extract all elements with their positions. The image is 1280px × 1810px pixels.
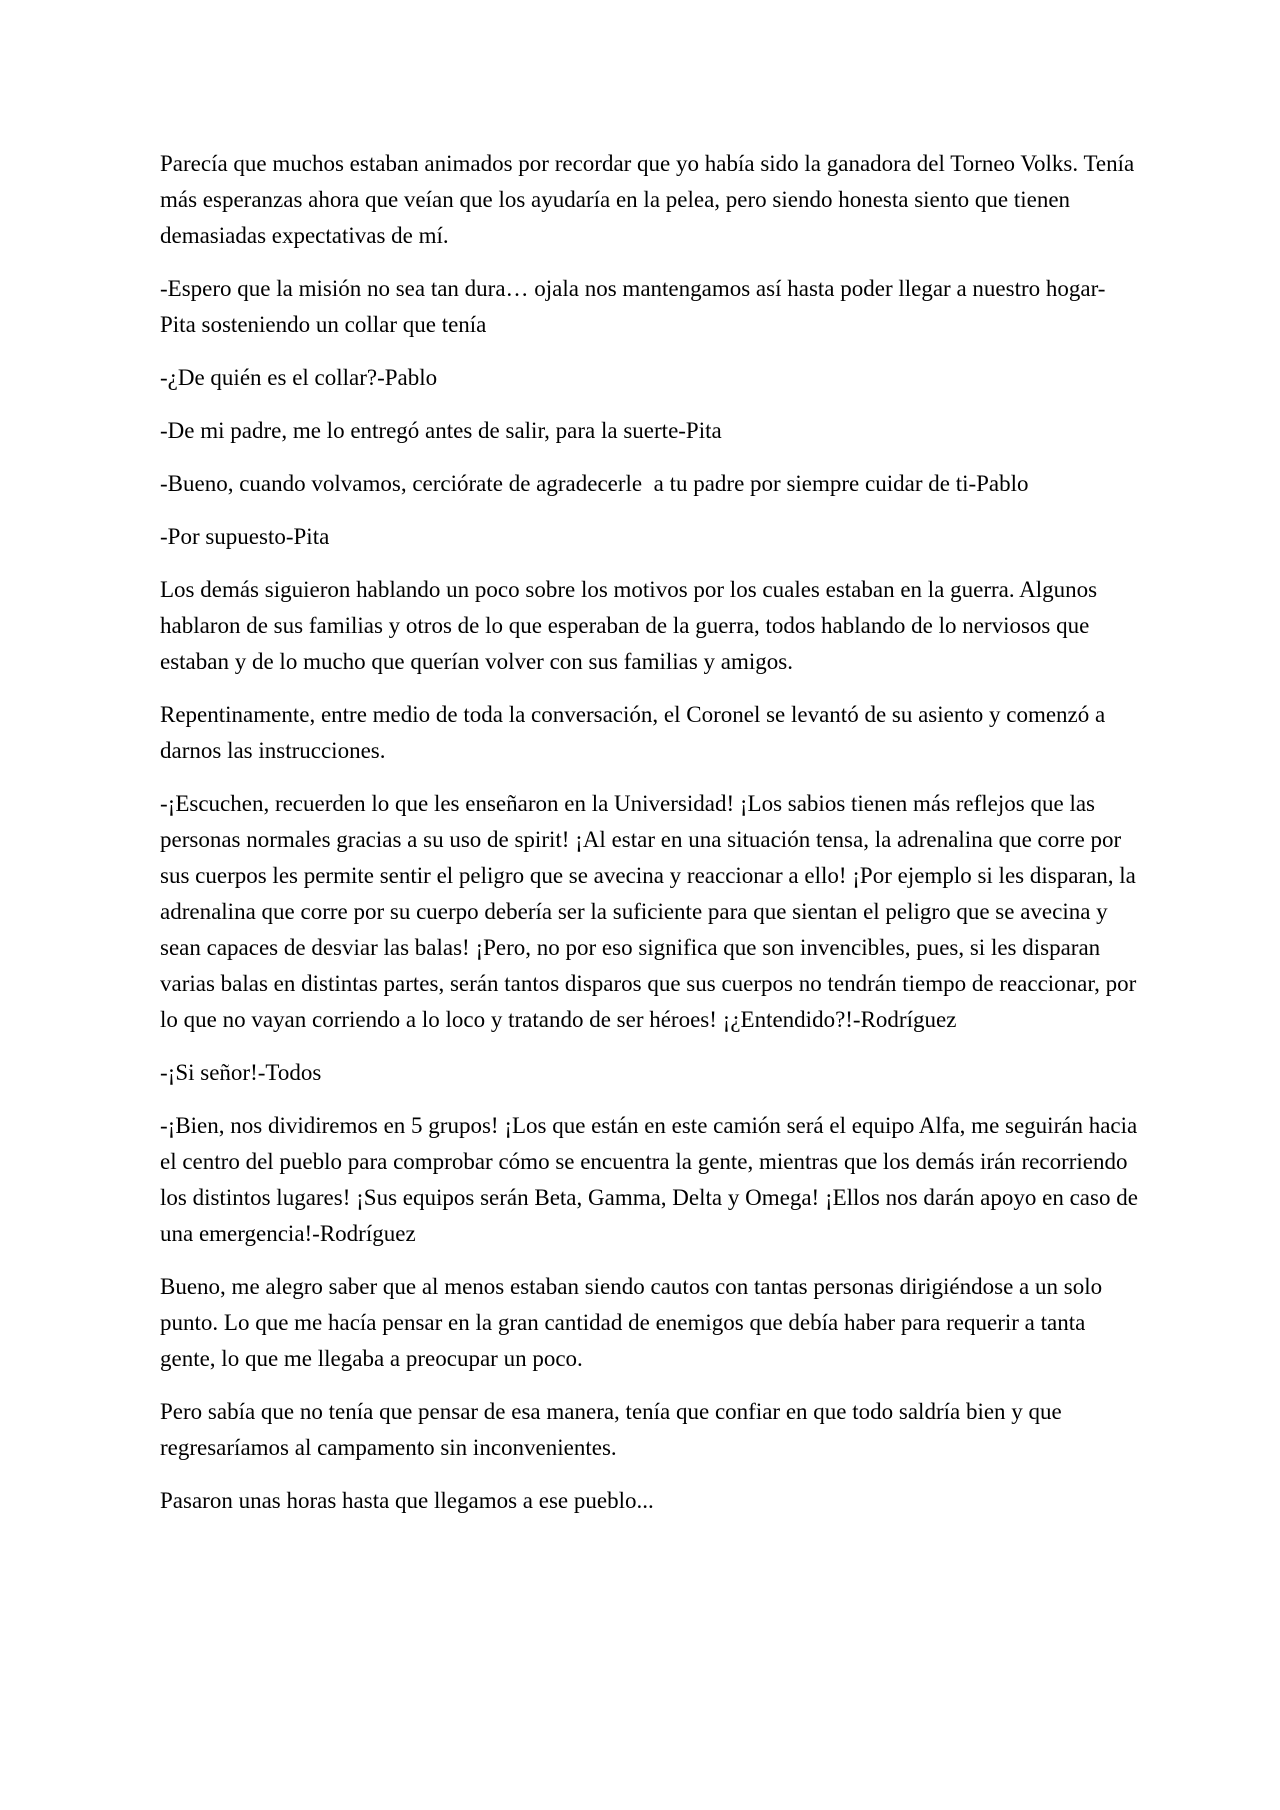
paragraph-dialogue-rodriguez: -¡Escuchen, recuerden lo que les enseñaron en la Universidad! ¡Los sabios tienen más reflejos que las personas normales gracias a su uso de spirit! ¡Al estar en una situación tensa, la adrenalina que corre por sus cuerpos les permite sentir el peligro que se avecina y reaccionar a ello! ¡Por ejemplo si les disparan, la adrenalina que corre por su cuerpo debería ser la suficiente para que sientan el peligro que se avecina y sean capaces de desviar las balas! ¡Pero, no por eso significa que son invencibles, pues, si les disparan varias balas en distintas partes, serán tantos disparos que sus cuerpos no tendrán tiempo de reaccionar, por lo que no vayan corriendo a lo loco y tratando de ser héroes! ¡¿Entendido?!-Rodríguez — [160, 791, 1143, 1032]
paragraph-narration: Repentinamente, entre medio de toda la conversación, el Coronel se levantó de su asiento y comenzó a darnos las instrucciones. — [160, 702, 1111, 763]
paragraph-narration: Pero sabía que no tenía que pensar de esa manera, tenía que confiar en que todo saldría bien y que regresaríamos al campamento sin inconvenientes. — [160, 1399, 1068, 1460]
paragraph-dialogue-pita: -Espero que la misión no sea tan dura… ojala nos mantengamos así hasta poder llegar a nuestro hogar-Pita sosteniendo un collar que tenía — [160, 276, 1106, 337]
paragraph-narration: Parecía que muchos estaban animados por recordar que yo había sido la ganadora del Torneo Volks. Tenía más esperanzas ahora que veían que los ayudaría en la pelea, pero siendo honesta siento que tienen demasiadas expectativas de mí. — [160, 151, 1140, 248]
paragraph-dialogue-rodriguez: -¡Bien, nos dividiremos en 5 grupos! ¡Los que están en este camión será el equipo Alfa, me seguirán hacia el centro del pueblo para comprobar cómo se encuentra la gente, mientras que los demás irán recorriendo los distintos lugares! ¡Sus equipos serán Beta, Gamma, Delta y Omega! ¡Ellos nos darán apoyo en caso de una emergencia!-Rodríguez — [160, 1113, 1144, 1246]
paragraph-narration: Bueno, me alegro saber que al menos estaban siendo cautos con tantas personas dirigiéndose a un solo punto. Lo que me hacía pensar en la gran cantidad de enemigos que debía haber para requerir a tanta gente, lo que me llegaba a preocupar un poco. — [160, 1274, 1108, 1371]
paragraph-dialogue-todos: -¡Si señor!-Todos — [160, 1060, 322, 1085]
paragraph-dialogue-pablo: -Bueno, cuando volvamos, cerciórate de agradecerle a tu padre por siempre cuidar de ti-Pablo — [160, 471, 1029, 496]
paragraph-dialogue-pita: -De mi padre, me lo entregó antes de salir, para la suerte-Pita — [160, 418, 722, 443]
paragraph-dialogue-pablo: -¿De quién es el collar?-Pablo — [160, 365, 438, 390]
document-text-body — [160, 146, 1144, 1519]
paragraph-narration: Los demás siguieron hablando un poco sobre los motivos por los cuales estaban en la guerra. Algunos hablaron de sus familias y otros de lo que esperaban de la guerra, todos hablando de lo nerviosos que estaban y de lo mucho que querían volver con sus familias y amigos. — [160, 577, 1103, 674]
paragraph-narration: Pasaron unas horas hasta que llegamos a ese pueblo... — [160, 1488, 654, 1513]
paragraph-dialogue-pita: -Por supuesto-Pita — [160, 524, 330, 549]
